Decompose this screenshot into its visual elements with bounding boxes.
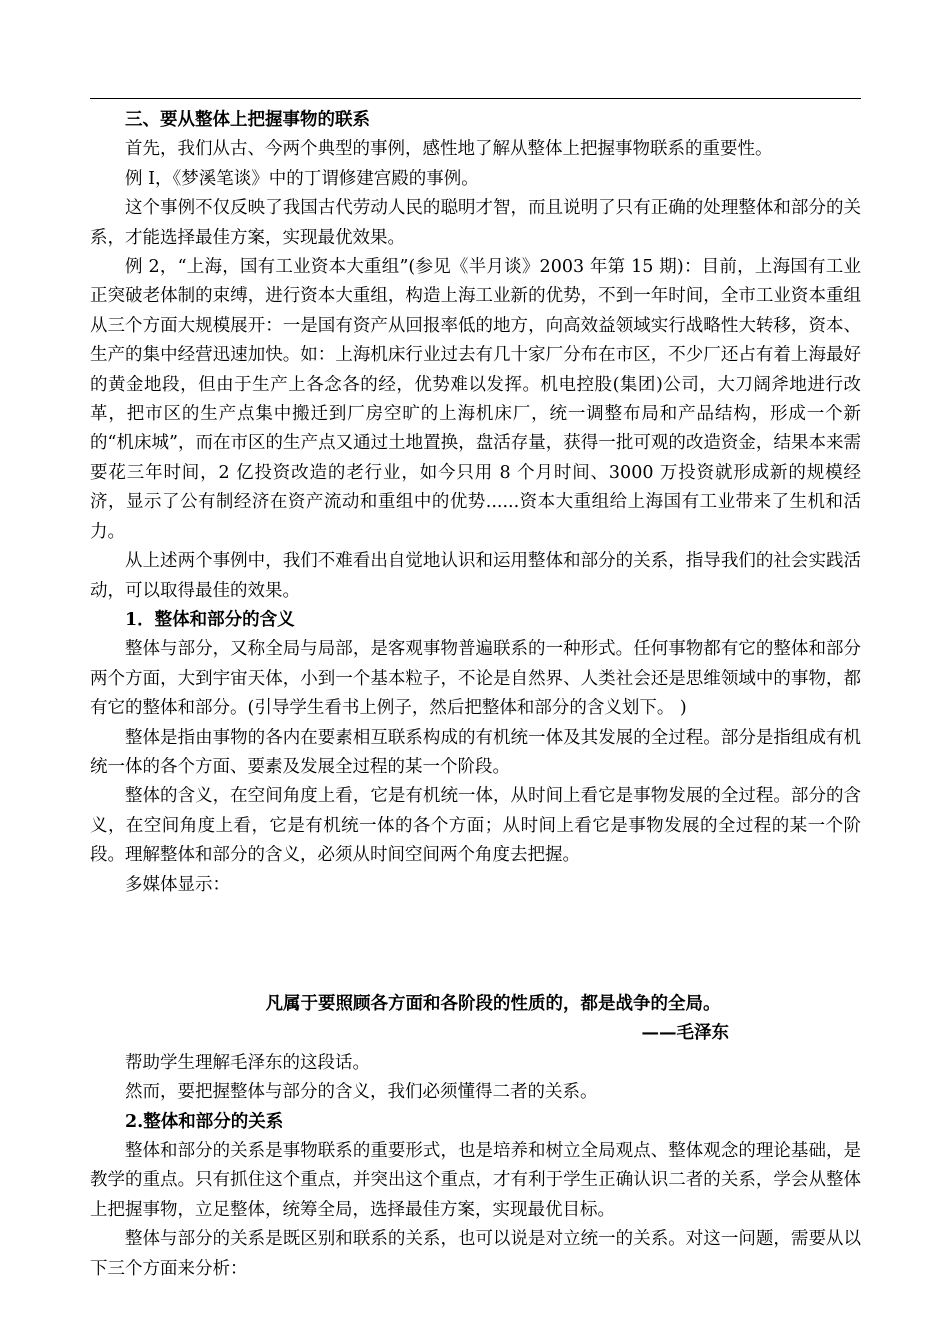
paragraph-part-2-analysis: 整体与部分的关系是既区别和联系的关系，也可以说是对立统一的关系。对这一问题，需要从以下三个方面来分析： [90,1229,861,1279]
paragraph-quote-help: 帮助学生理解毛泽东的这段话。 [125,1052,370,1073]
subheading-part-2: 2.整体和部分的关系 [125,1111,284,1132]
quote-spacer [90,900,861,990]
paragraph-part-1-meaning: 整体的含义，在空间角度上看，它是有机统一体，从时间上看它是事物发展的全过程。部分的含义，在空间角度上看，它是有机统一体的各个方面；从时间上看它是事物发展的全过程的某一个阶段。理解整体和部分的含义，必须从时间空间两个角度去把握。 [90,786,861,866]
quote-text: 凡属于要照顾各方面和各阶段的性质的，都是战争的全局。 [265,993,721,1014]
paragraph-part-1-definition: 整体与部分，又称全局与局部，是客观事物普遍联系的一种形式。任何事物都有它的整体和部分两个方面，大到宇宙天体，小到一个基本粒子，不论是自然界、人类社会还是思维领域中的事物，都有它的整体和部分。(引导学生看书上例子，然后把整体和部分的含义划下。 ) [90,639,861,719]
paragraph-part-1-whole: 整体是指由事物的各内在要素相互联系构成的有机统一体及其发展的全过程。部分是指组成有机统一体的各个方面、要素及发展全过程的某一个阶段。 [90,727,861,777]
paragraph-intro: 首先，我们从古、今两个典型的事例，感性地了解从整体上把握事物联系的重要性。 [125,139,773,160]
paragraph-conclusion: 从上述两个事例中，我们不难看出自觉地认识和运用整体和部分的关系，指导我们的社会实践活动，可以取得最佳的效果。 [90,551,861,601]
paragraph-example-1-title: 例 I，《梦溪笔谈》中的丁谓修建宫殿的事例。 [125,168,479,189]
subheading-part-1: 1．整体和部分的含义 [125,609,295,630]
paragraph-part-2-relation: 整体和部分的关系是事物联系的重要形式，也是培养和树立全局观点、整体观念的理论基础，是教学的重点。只有抓住这个重点，并突出这个重点，才有利于学生正确认识二者的关系，学会从整体上把握事物，立足整体，统筹全局，选择最佳方案，实现最优目标。 [90,1141,861,1220]
paragraph-example-2: 例 2，“上海，国有工业资本大重组”(参见《半月谈》2003 年第 15 期)：目前，上海国有工业正突破老体制的束缚，进行资本大重组，构造上海工业新的优势，不到一年时间，全市工业资本重组从三个方面大规模展开：一是国有资产从回报率低的地方，向高效益领域实行战略性大转移，资本、生产的集中经营迅速加快。如：上海机床行业过去有几十家厂分布在市区，不少厂还占有着上海最好的黄金地段，但由于生产上各念各的经，优势难以发挥。机电控股(集团)公司，大刀阔斧地进行改革，把市区的生产点集中搬迁到厂房空旷的上海机床厂，统一调整布局和产品结构，形成一个新的“机床城”，而在市区的生产点又通过土地置换，盘活存量，获得一批可观的改造资金，结果本来需要花三年时间，2 亿投资改造的老行业，如今只用 8 个月时间、3000 万投资就形成新的规模经济，显示了公有制经济在资产流动和重组中的优势......资本大重组给上海国有工业带来了生机和活力。 [90,257,861,542]
quote-author: ——毛泽东 [641,1023,729,1044]
header-rule [90,98,861,99]
document-body [90,106,861,1284]
section-heading: 三、要从整体上把握事物的联系 [125,110,370,130]
paragraph-example-1-comment: 这个事例不仅反映了我国古代劳动人民的聪明才智，而且说明了只有正确的处理整体和部分的关系，才能选择最佳方案，实现最优效果。 [90,198,861,248]
paragraph-quote-transition: 然而，要把握整体与部分的含义，我们必须懂得二者的关系。 [125,1082,598,1103]
paragraph-multimedia: 多媒体显示： [125,874,230,895]
